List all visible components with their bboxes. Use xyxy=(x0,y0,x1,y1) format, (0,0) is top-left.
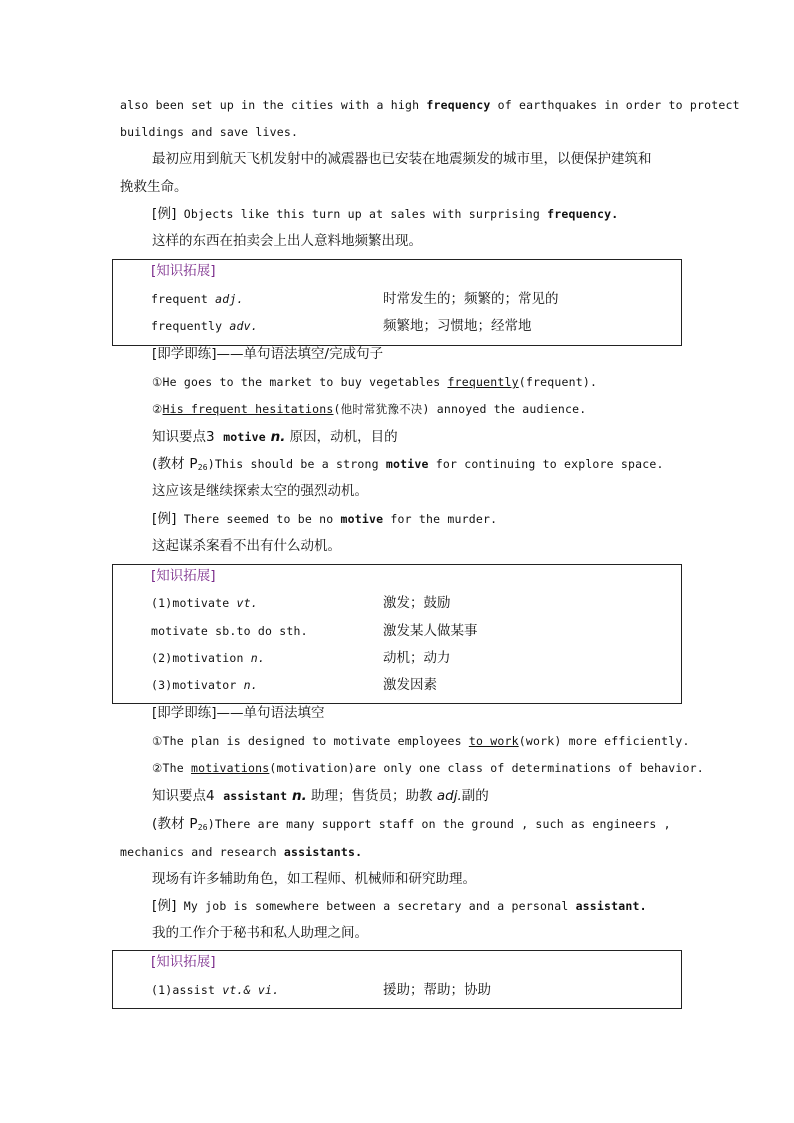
answer: frequently xyxy=(447,375,519,389)
translation-line: 现场有许多辅助角色，如工程师、机械师和研究助理。 xyxy=(152,871,476,887)
knowledge-box xyxy=(112,259,682,346)
answer: to work xyxy=(468,734,519,748)
vocab-meaning: 动机；动力 xyxy=(383,650,451,666)
example-translation: 我的工作介于秘书和私人助理之间。 xyxy=(152,925,368,941)
vocab-meaning: 激发因素 xyxy=(383,677,437,693)
example-translation: 这起谋杀案看不出有什么动机。 xyxy=(152,538,341,554)
example-sentence: [例] There seemed to be no motive for the murder. xyxy=(152,511,498,527)
translation-line: 挽救生命。 xyxy=(120,179,188,195)
vocab-entry: (2)motivation n. xyxy=(151,651,265,665)
paragraph-line: buildings and save lives. xyxy=(120,125,299,139)
keyword: frequency. xyxy=(547,207,619,221)
textbook-sentence: mechanics and research assistants. xyxy=(120,845,363,859)
knowledge-point-heading: 知识要点4 assistant n. 助理；售货员；助教 adj.副的 xyxy=(152,788,489,804)
text: also been set up in the cities with a high xyxy=(120,98,427,112)
vocab-entry: (1)motivate vt. xyxy=(151,596,258,610)
example-translation: 这样的东西在拍卖会上出人意料地频繁出现。 xyxy=(152,233,422,249)
vocab-entry: (1)assist vt.& vi. xyxy=(151,983,280,997)
vocab-entry: motivate sb.to do sth. xyxy=(151,624,308,638)
vocab-entry: frequent adj. xyxy=(151,292,244,306)
answer: motivations xyxy=(191,761,270,775)
textbook-sentence: (教材 $P_{26})There$ are many support staff on the ground , such as engineers , xyxy=(152,816,671,832)
vocab-meaning: 时常发生的；频繁的；常见的 xyxy=(383,291,559,307)
knowledge-box xyxy=(112,564,682,704)
vocab-meaning: 频繁地；习惯地；经常地 xyxy=(383,318,532,334)
textbook-sentence: (教材 $P_{26})This$ should be a strong motive for continuing to explore space. xyxy=(152,456,664,472)
knowledge-point-heading: 知识要点3 motive n. 原因，动机，目的 xyxy=(152,429,398,445)
vocab-entry: (3)motivator n. xyxy=(151,678,258,692)
box-title: [知识拓展] xyxy=(151,568,216,584)
answer: His frequent hesitations xyxy=(162,402,334,416)
drill-question: ②His frequent hesitations(他时常犹豫不决) annoyed the audience. xyxy=(152,402,587,416)
knowledge-box xyxy=(112,950,682,1009)
drill-heading: [即学即练]——单句语法填空/完成句子 xyxy=(152,346,384,362)
text: of earthquakes in order to protect xyxy=(490,98,740,112)
drill-question: ②The motivations(motivation)are only one class of determinations of behavior. xyxy=(152,761,704,775)
point-tag: 知识要点4 xyxy=(152,788,215,804)
drill-heading: [即学即练]——单句语法填空 xyxy=(152,705,325,721)
box-title: [知识拓展] xyxy=(151,954,216,970)
box-title: [知识拓展] xyxy=(151,263,216,279)
example-sentence: [例] My job is somewhere between a secretary and a personal assistant. xyxy=(152,898,647,914)
keyword: frequency xyxy=(426,98,491,112)
example-tag: [例] xyxy=(152,511,177,527)
point-tag: 知识要点3 xyxy=(152,429,215,445)
vocab-meaning: 激发某人做某事 xyxy=(383,623,478,639)
drill-question: ①He goes to the market to buy vegetables frequently(frequent). xyxy=(152,375,598,389)
headword: motive xyxy=(223,430,266,444)
paragraph-line xyxy=(120,96,740,114)
vocab-meaning: 援助；帮助；协助 xyxy=(383,982,491,998)
text: Objects like this turn up at sales with surprising xyxy=(176,207,548,221)
drill-question: ①The plan is designed to motivate employees to work(work) more efficiently. xyxy=(152,734,690,748)
example-tag: [例] xyxy=(152,206,177,222)
example-tag: [例] xyxy=(152,898,177,914)
vocab-entry: frequently adv. xyxy=(151,319,258,333)
translation-line: 最初应用到航天飞机发射中的减震器也已安装在地震频发的城市里，以便保护建筑和 xyxy=(152,151,652,167)
translation-line: 这应该是继续探索太空的强烈动机。 xyxy=(152,483,368,499)
headword: assistant xyxy=(223,789,288,803)
vocab-meaning: 激发；鼓励 xyxy=(383,595,451,611)
example-sentence xyxy=(152,205,618,223)
